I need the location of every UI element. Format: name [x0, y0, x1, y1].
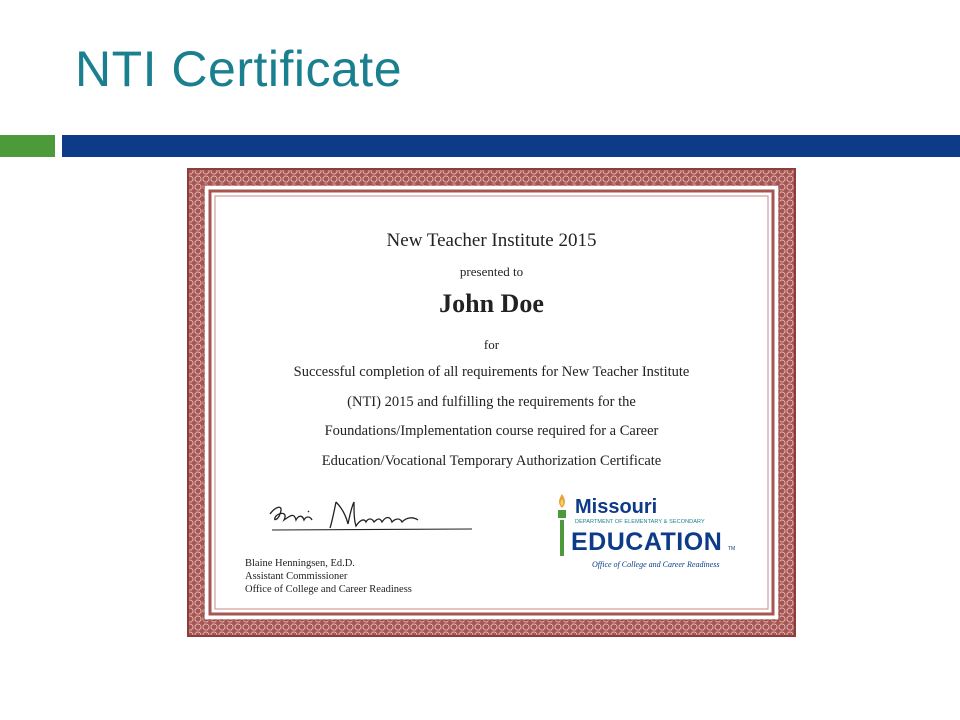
logo-state: Missouri: [575, 496, 658, 518]
recipient-name: John Doe: [439, 289, 544, 318]
presented-to-text: presented to: [459, 264, 524, 279]
description-line: Foundations/Implementation course required for a Career: [324, 423, 659, 439]
certificate-image: [186, 167, 797, 638]
slide-title: NTI Certificate: [75, 41, 403, 97]
signer-name: Blaine Henningsen, Ed.D.: [245, 558, 355, 569]
signer-title: Assistant Commissioner: [245, 571, 348, 582]
certificate-body: [216, 197, 767, 608]
signature: [262, 492, 482, 537]
logo-department: DEPARTMENT OF ELEMENTARY & SECONDARY: [575, 519, 705, 525]
logo-office: Office of College and Career Readiness: [592, 560, 720, 569]
certificate-event-title: New Teacher Institute 2015: [386, 230, 597, 251]
description-line: (NTI) 2015 and fulfilling the requirements for the: [347, 393, 636, 410]
accent-bar-blue: [62, 135, 960, 157]
description-line: Successful completion of all requirements for New Teacher Institute: [293, 364, 690, 380]
missouri-education-logo: [552, 492, 767, 592]
for-text: for: [483, 337, 500, 352]
description-line: Education/Vocational Temporary Authorization Certificate: [321, 452, 662, 469]
logo-education-word: EDUCATION: [571, 528, 723, 556]
signer-office: Office of College and Career Readiness: [245, 584, 412, 595]
signer-block: [245, 557, 412, 596]
accent-bar-green: [0, 135, 55, 157]
torch-icon: [552, 492, 572, 558]
certificate-description: [216, 358, 767, 476]
logo-trademark: TM: [728, 546, 736, 552]
